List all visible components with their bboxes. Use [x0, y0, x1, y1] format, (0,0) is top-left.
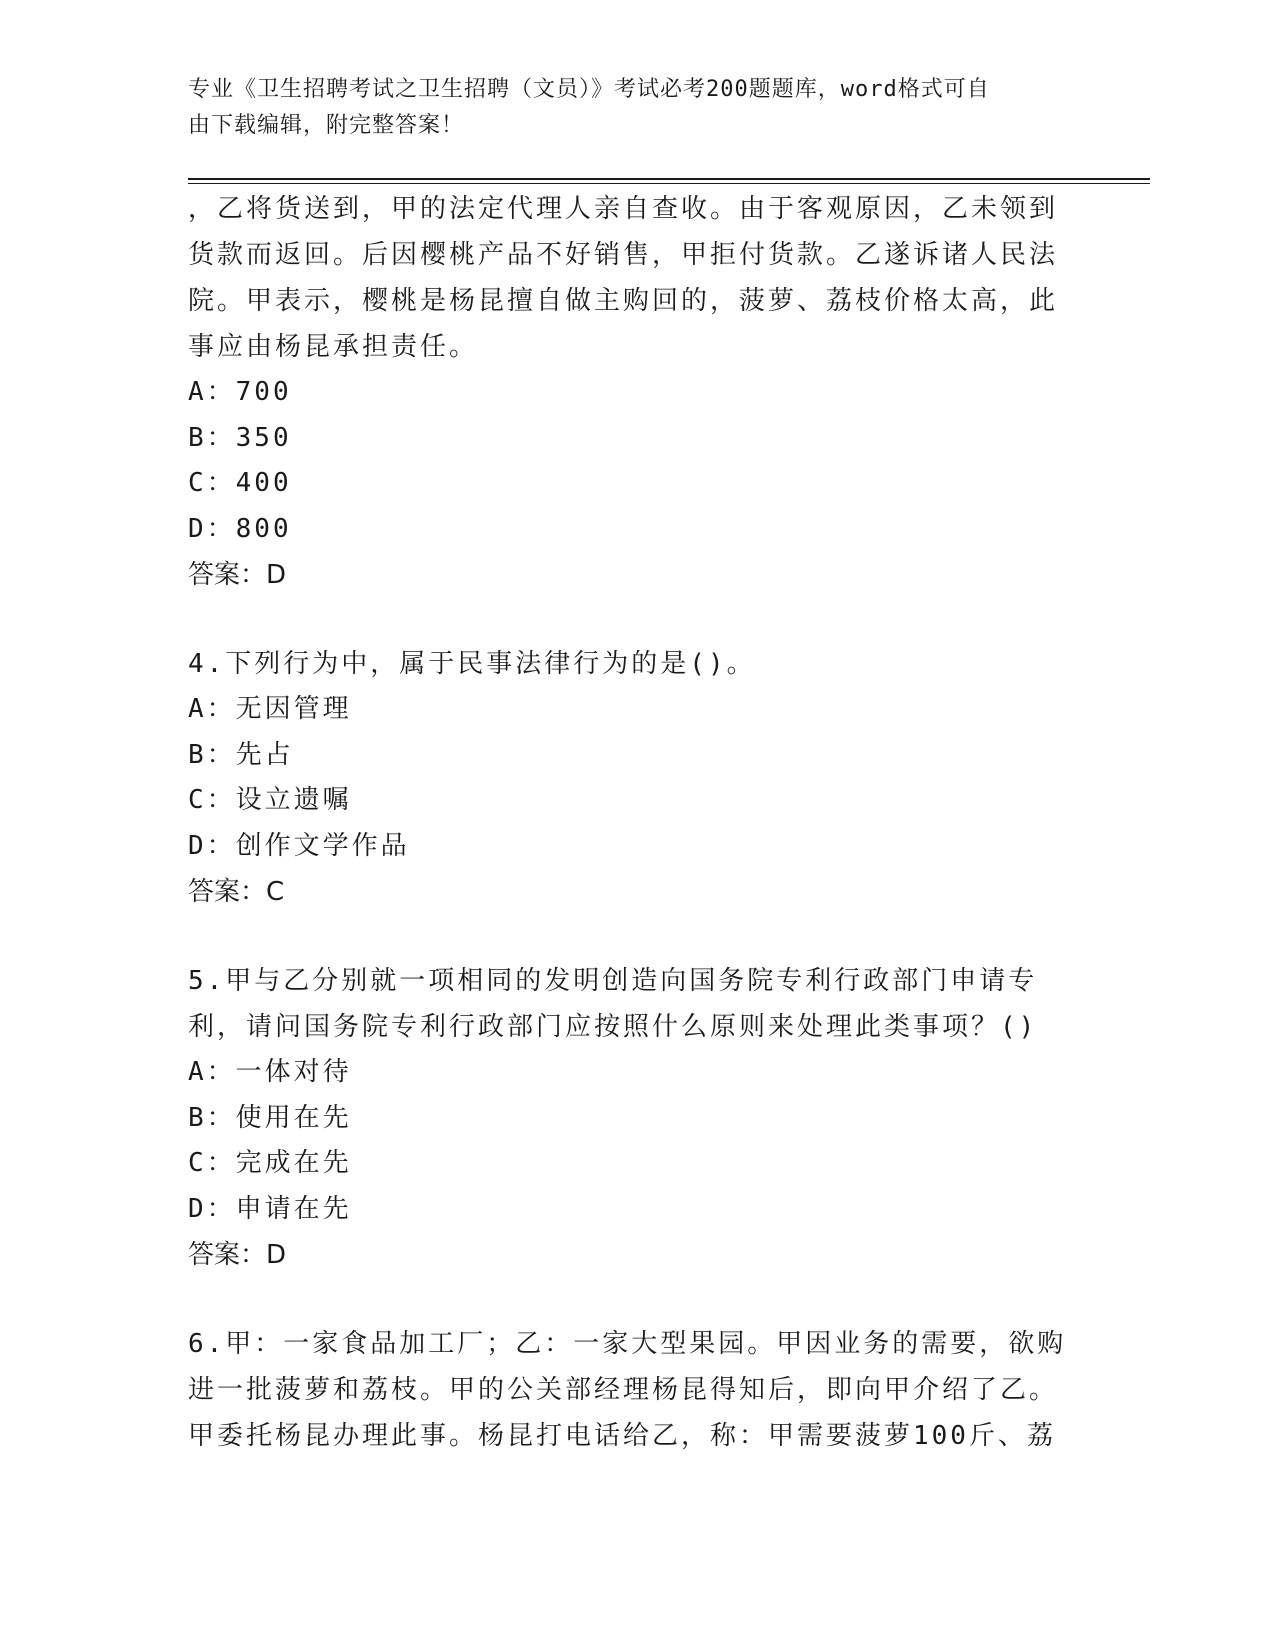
question-3-answer: 答案：D	[188, 560, 287, 590]
question-spacer	[188, 1278, 1068, 1321]
question-3-text: ，乙将货送到，甲的法定代理人亲自查收。由于客观原因，乙未领到货款而返回。后因樱桃产品不好销售，甲拒付货款。乙遂诉诸人民法院。甲表示，樱桃是杨昆擅自做主购回的，菠萝、荔枝价格太高，此事应由杨昆承担责任。	[188, 194, 1059, 362]
question-6	[188, 1321, 1068, 1459]
question-4-option-c: C：设立遗嘱	[188, 785, 352, 815]
question-3-option-d: D：800	[188, 513, 292, 544]
question-6-text: 6.甲：一家食品加工厂；乙：一家大型果园。甲因业务的需要，欲购进一批菠萝和荔枝。甲的公关部经理杨昆得知后，即向甲介绍了乙。甲委托杨昆办理此事。杨昆打电话给乙，称：甲需要菠萝100斤、荔	[188, 1329, 1067, 1451]
question-4-option-d: D：创作文学作品	[188, 830, 410, 861]
question-4-text: 4.下列行为中，属于民事法律行为的是()。	[188, 649, 756, 679]
question-5	[188, 958, 1068, 1278]
question-5-option-c: C：完成在先	[188, 1148, 352, 1178]
document-body	[188, 186, 1068, 1459]
question-5-option-b: B：使用在先	[188, 1102, 352, 1133]
question-3-option-b: B：350	[188, 422, 292, 453]
header-rule-thick	[188, 178, 1150, 180]
question-5-answer: 答案：D	[188, 1240, 287, 1270]
header-line-2: 由下载编辑，附完整答案！	[188, 113, 465, 138]
question-5-text: 5.甲与乙分别就一项相同的发明创造向国务院专利行政部门申请专利，请问国务院专利行政部门应按照什么原则来处理此类事项？()	[188, 966, 1038, 1042]
question-3	[188, 186, 1068, 598]
header-rule-thin	[188, 183, 1150, 184]
question-3-option-c: C：400	[188, 468, 292, 498]
question-spacer	[188, 915, 1068, 958]
question-4-option-a: A：无因管理	[188, 694, 352, 724]
header-line-1: 专业《卫生招聘考试之卫生招聘（文员）》考试必考200题题库，word格式可自	[188, 77, 990, 102]
question-4-option-b: B：先占	[188, 739, 294, 770]
question-5-option-d: D：申请在先	[188, 1193, 352, 1224]
document-header	[188, 72, 1068, 144]
question-spacer	[188, 598, 1068, 641]
question-4	[188, 641, 1068, 915]
question-5-option-a: A：一体对待	[188, 1057, 352, 1087]
question-3-option-a: A：700	[188, 377, 292, 407]
question-4-answer: 答案：C	[188, 877, 285, 907]
